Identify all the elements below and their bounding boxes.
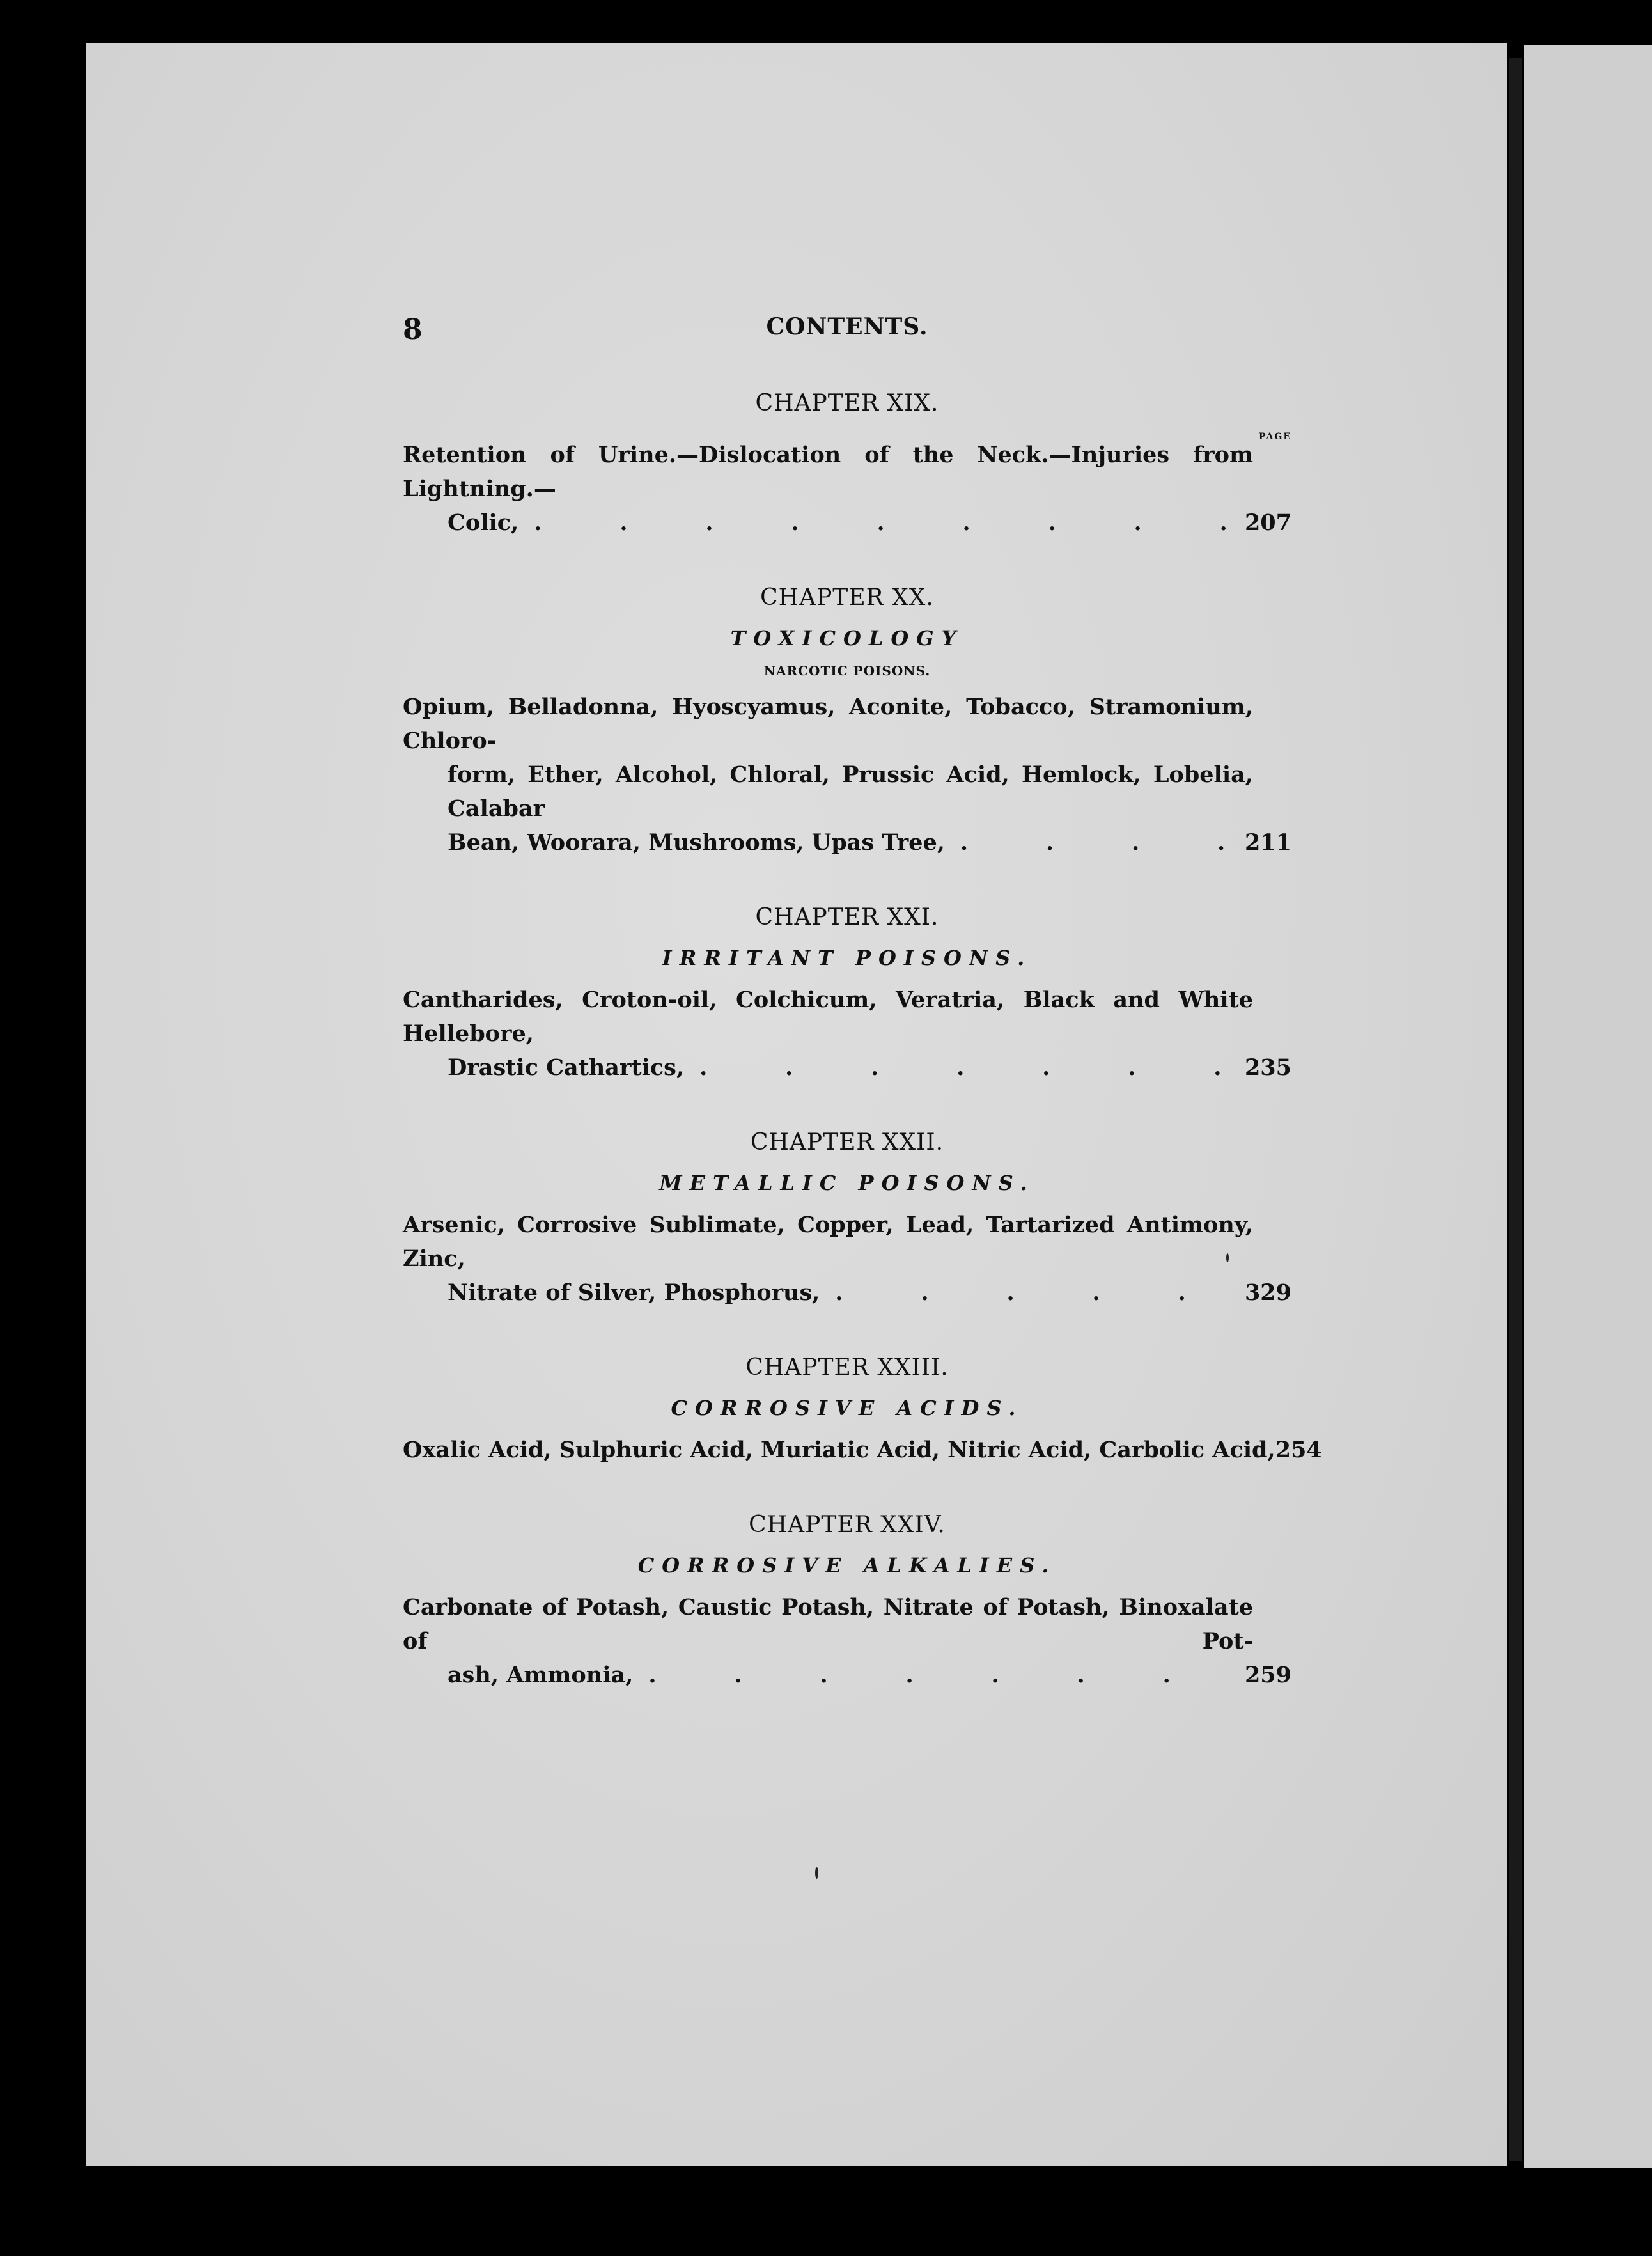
chapter-heading: CHAPTER XX. [760, 584, 934, 611]
entry-page-number: 211 [1244, 829, 1291, 856]
entry-last-line [403, 1051, 1291, 1085]
chapter-subsubject: NARCOTIC POISONS. [763, 663, 931, 678]
chapter-section [403, 1354, 1322, 1467]
chapter-heading: CHAPTER XXII. [750, 1129, 944, 1155]
entry-line: Arsenic, Corrosive Sublimate, Copper, Lead, Tartarized Antimony, Zinc, [403, 1212, 1253, 1272]
entry-line: form, Ether, Alcohol, Chloral, Prussic Acid, Hemlock, Lobelia, Calabar [448, 762, 1253, 822]
entry-page-number: 259 [1244, 1662, 1291, 1688]
entry-text: Nitrate of Silver, Phosphorus, [448, 1280, 820, 1306]
entry-text: ash, Ammonia, [448, 1662, 634, 1688]
entry-page-number: 207 [1244, 510, 1291, 536]
chapter-heading: CHAPTER XXI. [755, 904, 939, 930]
contents-entry [403, 1208, 1291, 1310]
chapter-subject: IRRITANT POISONS. [662, 946, 1032, 970]
entry-last-line [403, 506, 1291, 540]
entry-text: Colic, [448, 510, 519, 536]
entry-line: Carbonate of Potash, Caustic Potash, Nitrate of Potash, Binoxalate of Pot- [403, 1594, 1253, 1654]
page-header [403, 301, 1291, 345]
chapter-heading: CHAPTER XXIII. [745, 1354, 949, 1381]
entry-line: Opium, Belladonna, Hyoscyamus, Aconite, Tobacco, Stramonium, Chloro- [403, 694, 1253, 754]
contents-entry [403, 983, 1291, 1085]
contents-entry [403, 690, 1291, 859]
entry-page-number: 235 [1244, 1054, 1291, 1081]
entry-last-line [403, 1433, 1322, 1467]
chapter-section [403, 584, 1291, 859]
dot-leaders [534, 506, 1240, 540]
chapter-heading: CHAPTER XIX. [755, 390, 939, 416]
paper-speck [1226, 1253, 1229, 1262]
chapter-subject: TOXICOLOGY [730, 626, 964, 650]
entry-text: Oxalic Acid, Sulphuric Acid, Muriatic Acid, Nitric Acid, Carbolic Acid, [403, 1437, 1275, 1463]
entry-last-line [403, 1276, 1291, 1310]
facing-page-edge [1524, 45, 1652, 2168]
page-column-label: PAGE [1259, 432, 1291, 442]
chapter-section [403, 904, 1291, 1085]
contents-entry [403, 438, 1291, 540]
chapter-subject: CORROSIVE ACIDS. [671, 1396, 1024, 1420]
contents-body [403, 301, 1322, 1737]
chapter-section [403, 1512, 1291, 1692]
chapter-section [403, 1129, 1291, 1310]
running-title: CONTENTS. [766, 313, 928, 340]
contents-entry [403, 1590, 1291, 1692]
entry-text: Bean, Woorara, Mushrooms, Upas Tree, [448, 829, 945, 856]
chapter-heading: CHAPTER XXIV. [749, 1512, 946, 1538]
chapter-section [403, 390, 1291, 540]
chapter-subject: METALLIC POISONS. [659, 1171, 1035, 1195]
entry-last-line [403, 1658, 1291, 1692]
entry-line: Retention of Urine.—Dislocation of the Neck.—Injuries from Lightning.— [403, 442, 1253, 502]
page-number: 8 [403, 313, 423, 346]
entry-page-number: 254 [1275, 1437, 1322, 1463]
dot-leaders [960, 826, 1240, 859]
dot-leaders [699, 1051, 1240, 1085]
dot-leaders [835, 1276, 1240, 1310]
contents-entry [403, 1433, 1322, 1467]
dot-leaders [648, 1658, 1240, 1692]
chapter-subject: CORROSIVE ALKALIES. [637, 1553, 1057, 1578]
entry-line: Cantharides, Croton-oil, Colchicum, Veratria, Black and White Hellebore, [403, 987, 1253, 1047]
entry-text: Drastic Cathartics, [448, 1054, 685, 1081]
entry-page-number: 329 [1244, 1280, 1291, 1306]
entry-last-line [403, 826, 1291, 859]
page-edge-shadow [1509, 58, 1522, 2161]
paper-speck [815, 1867, 818, 1879]
